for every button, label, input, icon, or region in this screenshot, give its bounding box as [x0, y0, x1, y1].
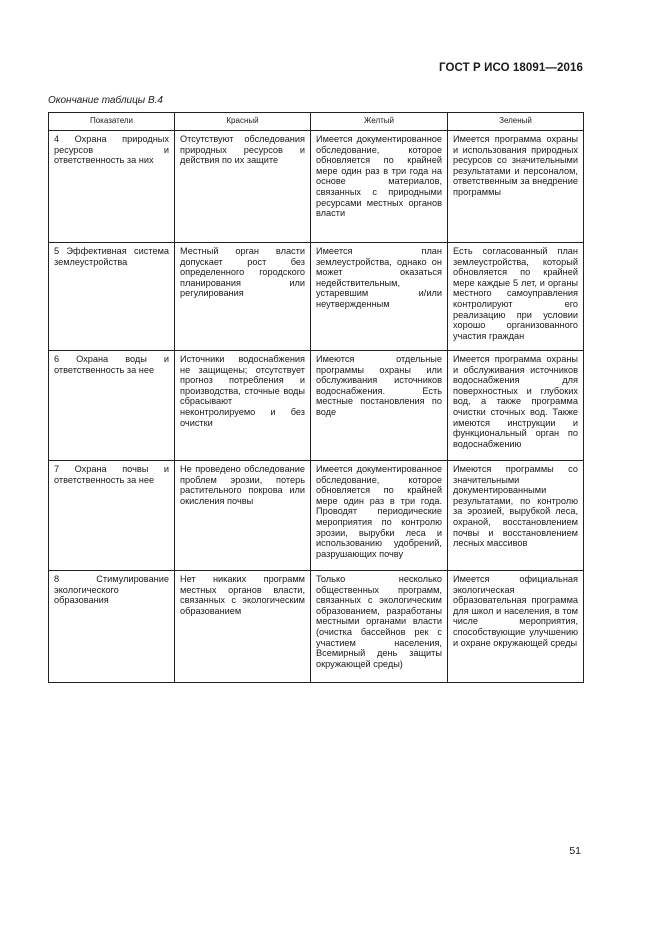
indicator-cell: 8 Стимулирование экологического образования: [49, 571, 175, 683]
red-cell: Отсутствуют обследования природных ресурсов и действия по их защите: [175, 131, 311, 243]
yellow-cell: Имеется план землеустройства, однако он может оказаться недействительным, устаревшим и/или неутвержденным: [311, 243, 448, 351]
column-header-red: Красный: [175, 113, 311, 131]
column-header-green: Зеленый: [448, 113, 584, 131]
yellow-cell: Имеются отдельные программы охраны или обслуживания источников водоснабжения. Есть местные постановления по воде: [311, 351, 448, 461]
indicator-cell: 4 Охрана природных ресурсов и ответственность за них: [49, 131, 175, 243]
green-cell: Имеются программы со значительными документированными результатами, по контролю за эрозией, вырубкой леса, охраной, восстановлением почвы и восстановлением лесных массивов: [448, 461, 584, 571]
table-row: [49, 243, 584, 351]
table-row: [49, 131, 584, 243]
table-row: [49, 351, 584, 461]
indicators-table: [48, 112, 584, 683]
yellow-cell: Имеется документированное обследование, которое обновляется по крайней мере один раз в три года. Проводят периодические мероприятия по контролю эрозии, вырубки леса и использованию удобрений, разрушающих почву: [311, 461, 448, 571]
indicator-cell: 5 Эффективная система землеустройства: [49, 243, 175, 351]
table-row: [49, 571, 584, 683]
red-cell: Источники водоснабжения не защищены; отсутствует прогноз потребления и производства, сточные воды сбрасывают неконтролируемо и без очистки: [175, 351, 311, 461]
indicator-cell: 7 Охрана почвы и ответственность за нее: [49, 461, 175, 571]
red-cell: Местный орган власти допускает рост без определенного городского планирования или регулирования: [175, 243, 311, 351]
red-cell: Нет никаких программ местных органов власти, связанных с экологическим образованием: [175, 571, 311, 683]
page-number: 51: [569, 845, 581, 857]
green-cell: Есть согласованный план землеустройства, который обновляется по крайней мере каждые 5 лет, и органы местного самоуправления контролируют его реализацию при условии хорошо организованного участия граждан: [448, 243, 584, 351]
green-cell: Имеется официальная экологическая образовательная программа для школ и населения, в том числе мероприятия, способствующие улучшению и охране окружающей среды: [448, 571, 584, 683]
standard-designation: ГОСТ Р ИСО 18091—2016: [438, 62, 583, 74]
green-cell: Имеется программа охраны и использования природных ресурсов со значительными результатами и персоналом, ответственным за внедрение программы: [448, 131, 584, 243]
column-header-indicators: Показатели: [49, 113, 175, 131]
yellow-cell: Только несколько общественных программ, связанных с экологическим образованием, разработаны местными органами власти (очистка бассейнов рек с участием населения, Всемирный день защиты окружающей среды): [311, 571, 448, 683]
table-header-row: [49, 113, 584, 131]
column-header-yellow: Желтый: [311, 113, 448, 131]
yellow-cell: Имеется документированное обследование, которое обновляется по крайней мере один раз в три года на основе материалов, связанных с природными ресурсами местных органов власти: [311, 131, 448, 243]
red-cell: Не проведено обследование проблем эрозии, потерь растительного покрова или окисления почвы: [175, 461, 311, 571]
green-cell: Имеется программа охраны и обслуживания источников водоснабжения для поверхностных и глубоких вод, а также программа очистки сточных вод. Также имеются инструкции и функциональный орган по водоснабжению: [448, 351, 584, 461]
indicator-cell: 6 Охрана воды и ответственность за нее: [49, 351, 175, 461]
table-caption: Окончание таблицы В.4: [48, 95, 163, 106]
table-row: [49, 461, 584, 571]
